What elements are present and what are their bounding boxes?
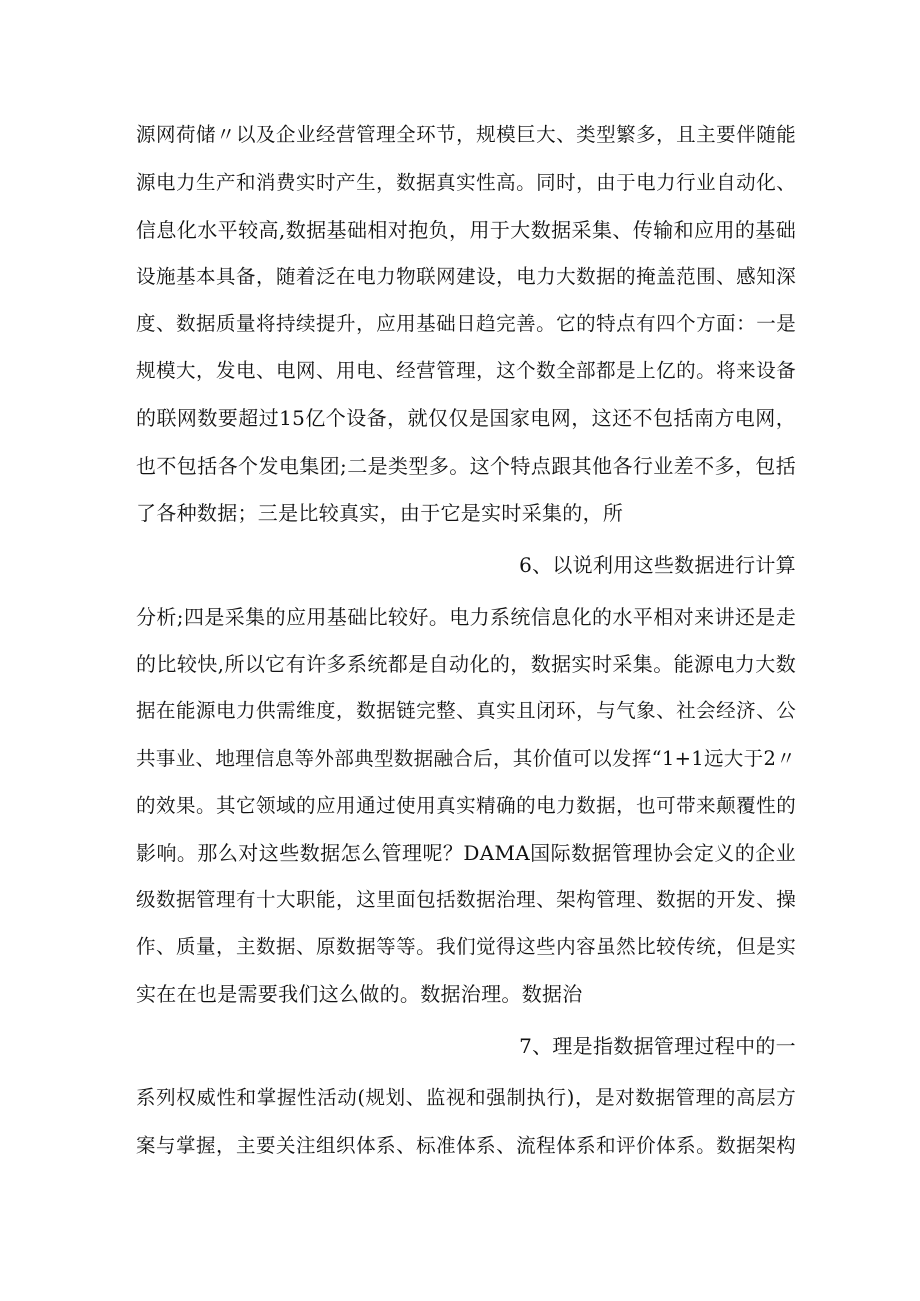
text-line: 度、数据质量将持续提升，应用基础日趋完善。它的特点有四个方面：一是 [136,312,796,335]
text-line: 影响。那么对这些数据怎么管理呢？DAMA国际数据管理协会定义的企业 [136,841,796,865]
text-line: 设施基本具备，随着泛在电力物联网建设，电力大数据的掩盖范围、感知深 [136,265,796,288]
text-line: 也不包括各个发电集团;二是类型多。这个特点跟其他各行业差不多，包括 [136,454,796,478]
text-line: 案与掌握，主要关注组织体系、标准体系、流程体系和评价体系。数据架构 [136,1134,796,1157]
section-heading: 7、理是指数据管理过程中的一 [519,1034,796,1058]
text-line: 源电力生产和消费实时产生，数据真实性高。同时，由于电力行业自动化、 [136,171,796,194]
text-line: 据在能源电力供需维度，数据链完整、真实且闭环，与气象、社会经济、公 [136,699,796,722]
text-line: 的效果。其它领域的应用通过使用真实精确的电力数据，也可带来颠覆性的 [136,794,796,817]
text-line: 源网荷储〃以及企业经营管理全环节，规模巨大、类型繁多，且主要伴随能 [136,123,796,146]
text-line: 的联网数要超过15亿个设备，就仅仅是国家电网，这还不包括南方电网， [136,406,796,430]
text-line: 信息化水平较高,数据基础相对抱负，用于大数据采集、传输和应用的基础 [136,218,796,242]
text-line: 作、质量，主数据、原数据等等。我们觉得这些内容虽然比较传统，但是实 [136,935,796,958]
text-line: 了各种数据；三是比较真实，由于它是实时采集的，所 [136,501,624,525]
text-line: 共事业、地理信息等外部典型数据融合后，其价值可以发挥“1+1远大于2〃 [136,747,796,770]
text-line: 分析;四是采集的应用基础比较好。电力系统信息化的水平相对来讲还是走 [136,605,796,629]
section-heading: 6、以说利用这些数据进行计算 [519,553,796,577]
text-line: 的比较快,所以它有许多系统都是自动化的，数据实时采集。能源电力大数 [136,652,796,676]
text-line: 级数据管理有十大职能，这里面包括数据治理、架构管理、数据的开发、操 [136,888,796,911]
text-line: 系列权威性和掌握性活动(规划、监视和强制执行)，是对数据管理的高层方 [136,1086,796,1109]
text-line: 规模大，发电、电网、用电、经营管理，这个数全部都是上亿的。将来设备 [136,359,796,382]
text-line: 实在在也是需要我们这么做的。数据治理。数据治 [136,982,583,1006]
